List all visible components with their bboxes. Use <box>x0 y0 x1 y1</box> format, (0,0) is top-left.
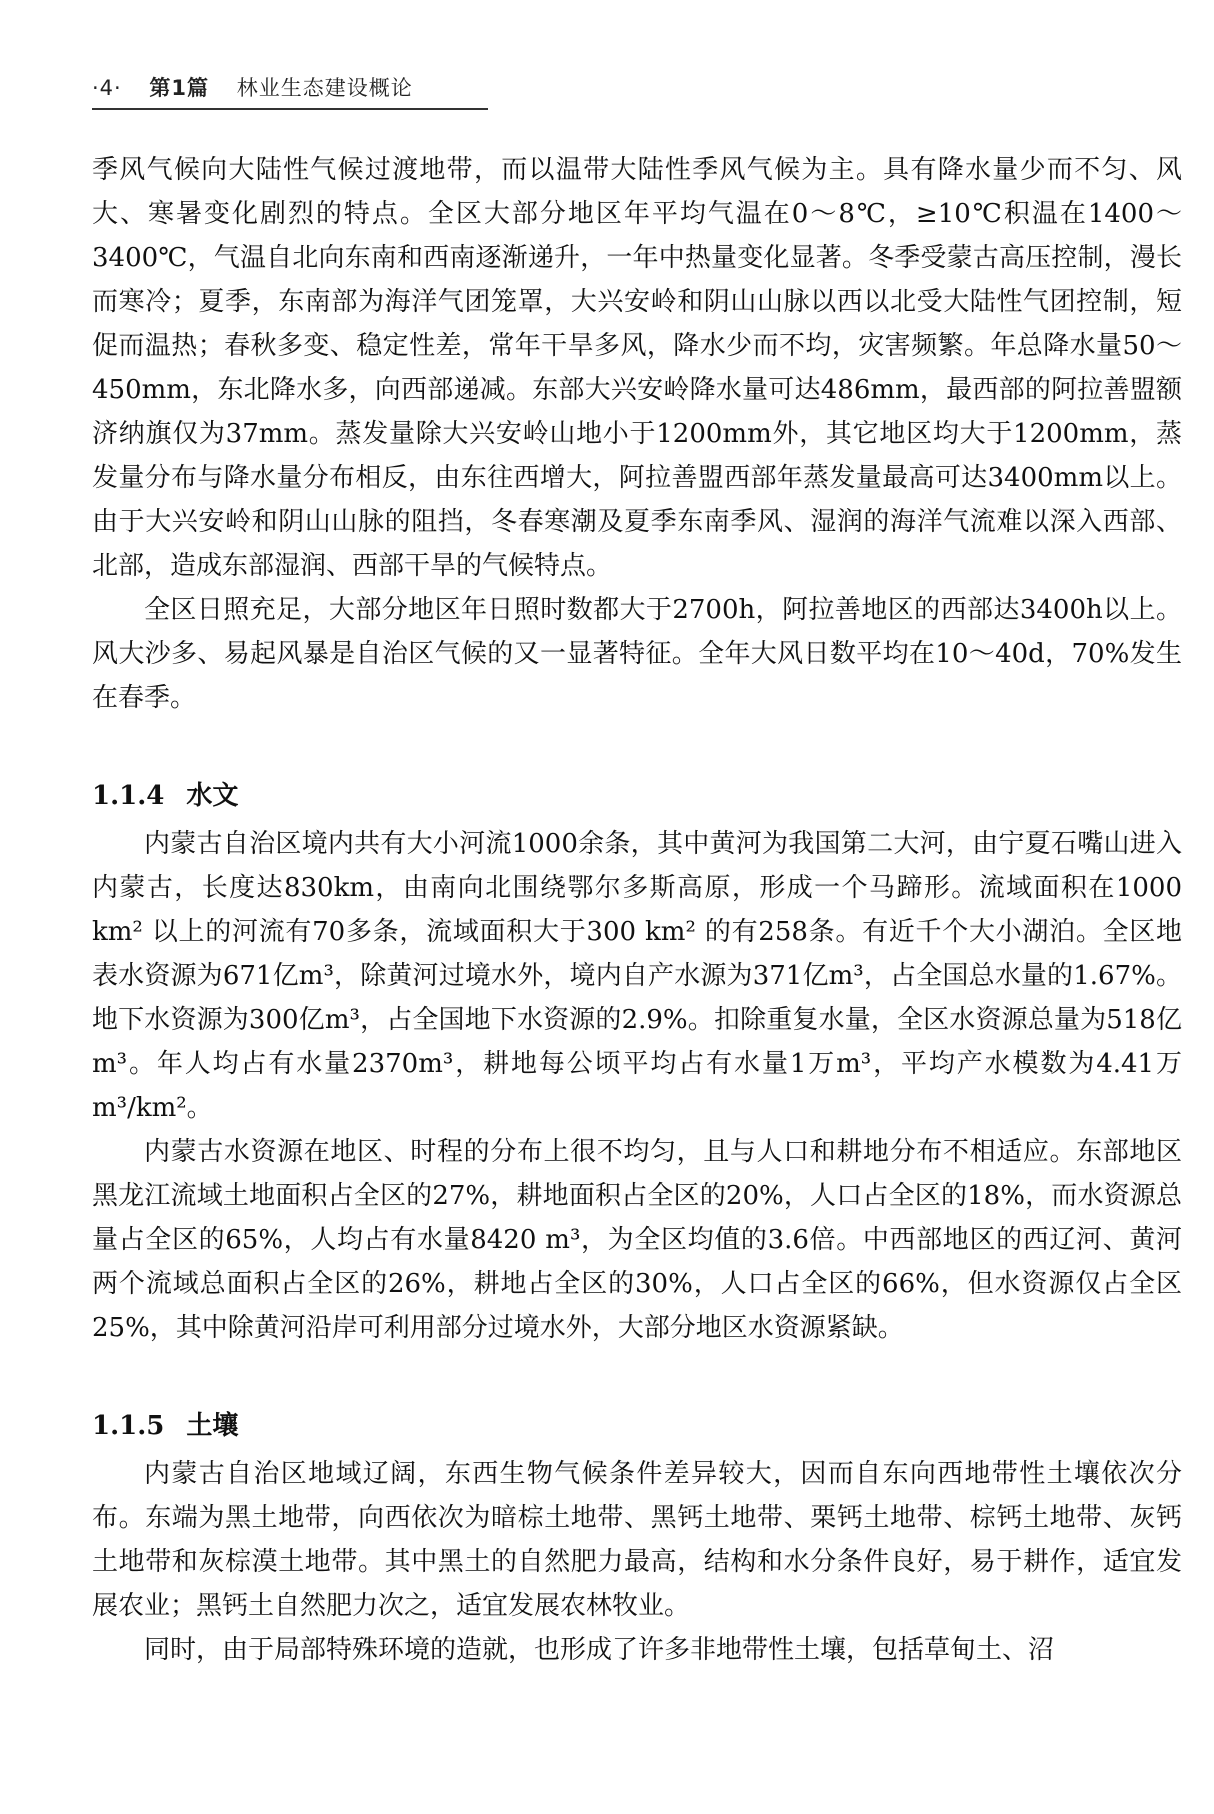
paragraph-climate-2: 全区日照充足，大部分地区年日照时数都大于2700h，阿拉善地区的西部达3400h以上。风大沙多、易起风暴是自治区气候的又一显著特征。全年大风日数平均在10～40d，70%发生在春季。 <box>92 595 1182 713</box>
part-title: 林业生态建设概论 <box>236 76 413 100</box>
section-heading-hydrology <box>92 776 1182 816</box>
page-body <box>92 148 1182 1672</box>
header-rule <box>92 108 488 110</box>
paragraph-hydrology-2: 内蒙古水资源在地区、时程的分布上很不均匀，且与人口和耕地分布不相适应。东部地区黑龙江流域土地面积占全区的27%，耕地面积占全区的20%，人口占全区的18%，而水资源总量占全区的65%，人均占有水量8420 m³，为全区均值的3.6倍。中西部地区的西辽河、黄河两个流域总面积占全区的26%，耕地占全区的30%，人口占全区的66%，但水资源仅占全区25%，其中除黄河沿岸可利用部分过境水外，大部分地区水资源紧缺。 <box>92 1137 1182 1343</box>
paragraph-soil-2: 同时，由于局部特殊环境的造就，也形成了许多非地带性土壤，包括草甸土、沼 <box>144 1635 1055 1665</box>
section-title: 水文 <box>186 781 239 811</box>
section-number: 1.1.4 <box>92 781 165 811</box>
paragraph-hydrology-1: 内蒙古自治区境内共有大小河流1000余条，其中黄河为我国第二大河，由宁夏石嘴山进入内蒙古，长度达830km，由南向北围绕鄂尔多斯高原，形成一个马蹄形。流域面积在1000 km² 以上的河流有70多条，流域面积大于300 km² 的有258条。有近千个大小湖泊。全区地表水资源为671亿m³，除黄河过境水外，境内自产水源为371亿m³，占全国总水量的1.67%。地下水资源为300亿m³，占全国地下水资源的2.9%。扣除重复水量，全区水资源总量为518亿m³。年人均占有水量2370m³，耕地每公顷平均占有水量1万m³，平均产水模数为4.41万m³/km²。 <box>92 829 1182 1123</box>
paragraph-soil-1: 内蒙古自治区地域辽阔，东西生物气候条件差异较大，因而自东向西地带性土壤依次分布。东端为黑土地带，向西依次为暗棕土地带、黑钙土地带、栗钙土地带、棕钙土地带、灰钙土地带和灰棕漠土地带。其中黑土的自然肥力最高，结构和水分条件良好，易于耕作，适宜发展农业；黑钙土自然肥力次之，适宜发展农林牧业。 <box>92 1459 1182 1621</box>
part-label: 第1篇 <box>149 76 210 100</box>
running-header <box>92 72 488 102</box>
section-heading-soil <box>92 1406 1182 1446</box>
section-number: 1.1.5 <box>92 1411 165 1441</box>
section-title: 土壤 <box>186 1411 239 1441</box>
paragraph-climate-1: 季风气候向大陆性气候过渡地带，而以温带大陆性季风气候为主。具有降水量少而不匀、风大、寒暑变化剧烈的特点。全区大部分地区年平均气温在0～8℃，≥10℃积温在1400～3400℃，气温自北向东南和西南逐渐递升，一年中热量变化显著。冬季受蒙古高压控制，漫长而寒冷；夏季，东南部为海洋气团笼罩，大兴安岭和阴山山脉以西以北受大陆性气团控制，短促而温热；春秋多变、稳定性差，常年干旱多风，降水少而不均，灾害频繁。年总降水量50～450mm，东北降水多，向西部递减。东部大兴安岭降水量可达486mm，最西部的阿拉善盟额济纳旗仅为37mm。蒸发量除大兴安岭山地小于1200mm外，其它地区均大于1200mm，蒸发量分布与降水量分布相反，由东往西增大，阿拉善盟西部年蒸发量最高可达3400mm以上。由于大兴安岭和阴山山脉的阻挡，冬春寒潮及夏季东南季风、湿润的海洋气流难以深入西部、北部，造成东部湿润、西部干旱的气候特点。 <box>92 155 1182 581</box>
page-number: ·4· <box>92 76 122 100</box>
